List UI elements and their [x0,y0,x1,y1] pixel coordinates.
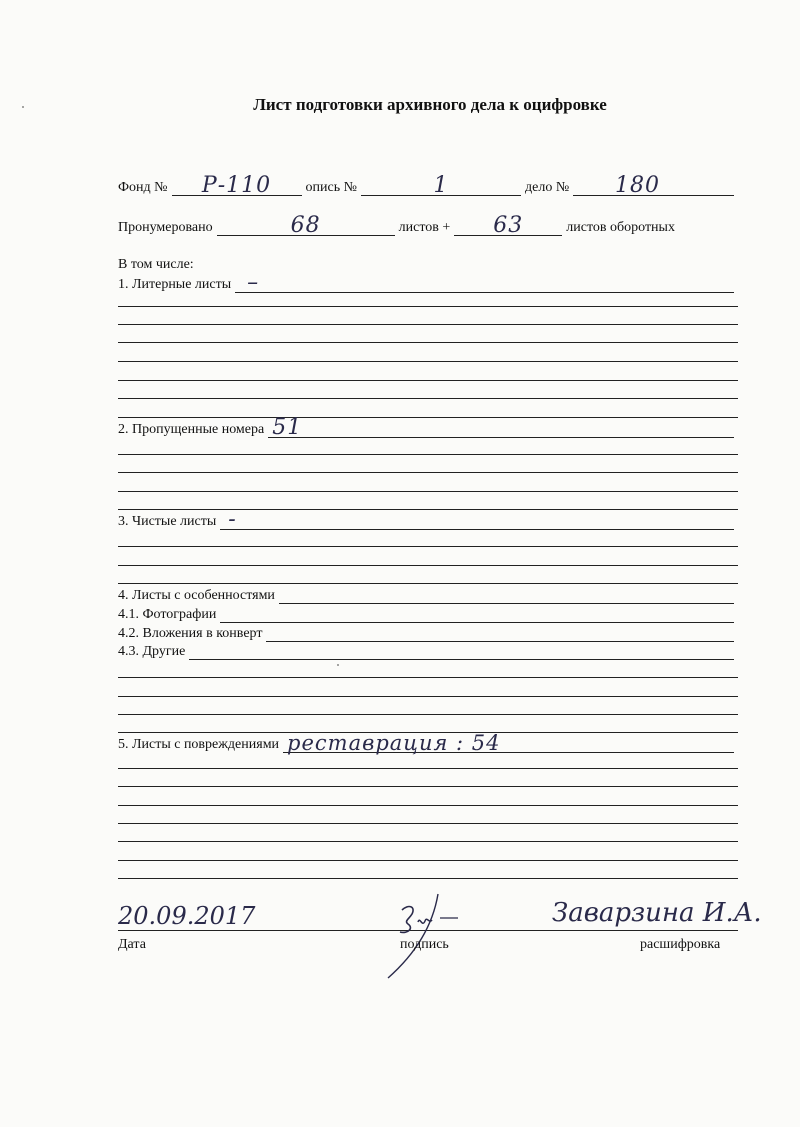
date-value: 20.09.2017 [118,902,256,930]
item4-3-row [118,640,738,660]
fund-field[interactable] [172,173,302,198]
numbered-reverse-value: 63 [493,213,524,238]
ruled-line [118,398,738,399]
decode-label: расшифровка [640,937,721,952]
scan-speck [22,106,24,108]
numbered-sheets-field[interactable] [217,213,395,238]
item1-row [118,270,738,295]
ruled-line [118,841,738,842]
item2-label: 2. Пропущенные номера [118,422,265,437]
numbered-row [118,213,738,238]
ruled-line [118,786,738,787]
ruled-line [118,491,738,492]
item4-2-label: 4.2. Вложения в конверт [118,626,263,641]
item4-3-label: 4.3. Другие [118,644,186,659]
page-title: Лист подготовки архивного дела к оцифровке [253,95,607,114]
sheets-label: листов + [398,220,451,235]
ruled-line [118,361,738,362]
handwritten-signature-icon [378,888,468,983]
numbered-sheets-value: 68 [290,213,321,238]
ruled-line [118,823,738,824]
item4-2-row [118,622,738,642]
item3-row [118,507,738,532]
inventory-field[interactable] [361,173,521,198]
fund-label: Фонд № [118,180,168,195]
item3-label: 3. Чистые листы [118,514,217,529]
item4-3-field[interactable] [189,641,734,660]
item4-field[interactable] [279,585,734,604]
item4-1-field[interactable] [220,604,734,623]
fund-value: Р-110 [201,173,272,198]
scan-speck [337,664,339,666]
item5-row [118,733,738,753]
ruled-line [118,714,738,715]
item4-1-label: 4.1. Фотографии [118,607,217,622]
inventory-label: опись № [305,180,357,195]
ruled-line [118,805,738,806]
ruled-line [118,306,738,307]
item4-1-row [118,603,738,623]
ruled-line [118,696,738,697]
ruled-line [118,860,738,861]
item3-value: - [228,507,237,532]
item5-field[interactable] [283,731,734,755]
item5-label: 5. Листы с повреждениями [118,737,280,752]
numbered-reverse-field[interactable] [454,213,562,238]
case-field[interactable] [573,173,734,198]
ruled-line [118,324,738,325]
ruled-line [118,342,738,343]
ruled-line [118,677,738,678]
item2-field[interactable] [268,415,734,440]
numbered-label: Пронумеровано [118,220,213,235]
ruled-line [118,546,738,547]
item1-value: – [247,270,260,295]
item3-field[interactable] [220,507,734,532]
item4-row [118,584,738,604]
signature-label: подпись [400,937,449,952]
reverse-label: листов оборотных [566,220,675,235]
item2-row [118,415,738,440]
ruled-line [118,768,738,769]
inventory-value: 1 [433,173,449,198]
item1-field[interactable] [235,270,734,295]
item2-value: 51 [272,415,303,440]
fund-row [118,173,738,198]
case-label: дело № [525,180,570,195]
date-label: Дата [118,937,146,952]
ruled-line [118,472,738,473]
ruled-line [118,878,738,879]
item4-label: 4. Листы с особенностями [118,588,275,603]
including-label: В том числе: [118,257,194,272]
ruled-line [118,380,738,381]
item1-label: 1. Литерные листы [118,277,232,292]
case-value: 180 [615,173,660,198]
ruled-line [118,454,738,455]
ruled-line [118,565,738,566]
item5-value: реставрация : 54 [287,731,501,755]
decode-value: Заварзина И.А. [552,898,762,928]
